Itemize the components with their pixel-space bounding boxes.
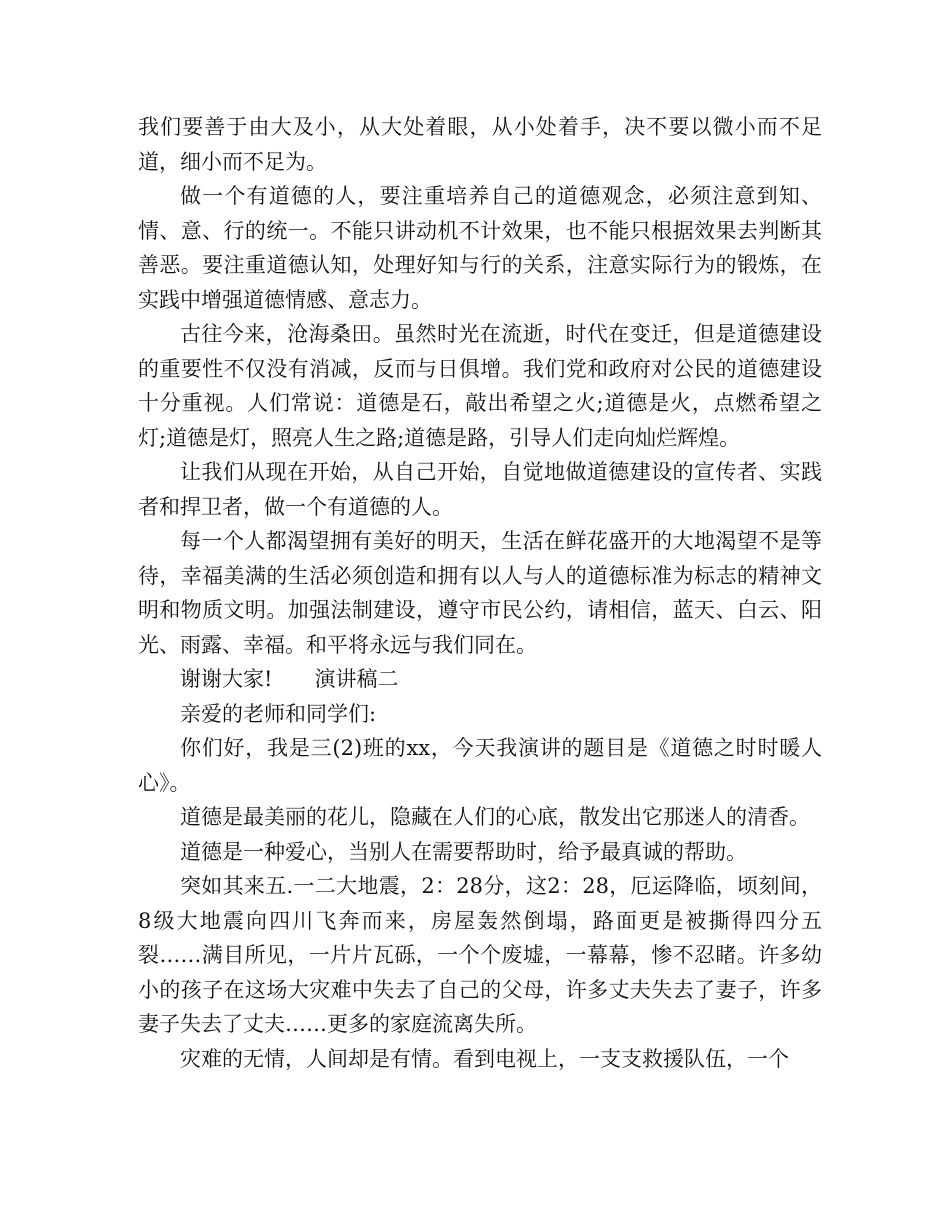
paragraph-greeting: 亲爱的老师和同学们: (180, 701, 377, 726)
paragraph-introduction: 你们好，我是三(2)班的xx，今天我演讲的题目是《道德之时时暖人心》。 (138, 736, 822, 795)
paragraph-moral-importance: 古往今来，沧海桑田。虽然时光在流逝，时代在变迁，但是道德建设的重要性不仅没有消减，反而与日俱增。我们党和政府对公民的道德建设十分重视。人们常说：道德是石，敲出希望之火;道德是火，点燃希望之灯;道德是灯，照亮人生之路;道德是路，引导人们走向灿烂辉煌。 (138, 322, 822, 450)
paragraph-better-tomorrow: 每一个人都渴望拥有美好的明天，生活在鲜花盛开的大地渴望不是等待，幸福美满的生活必须创造和拥有以人与人的道德标准为标志的精神文明和物质文明。加强法制建设，遵守市民公约，请相信，蓝天、白云、阳光、雨露、幸福。和平将永远与我们同在。 (138, 529, 822, 657)
paragraph-call-to-action: 让我们从现在开始，从自己开始，自觉地做道德建设的宣传者、实践者和捍卫者，做一个有道德的人。 (138, 460, 822, 519)
paragraph-moral-flower: 道德是最美丽的花儿，隐藏在人们的心底，散发出它那迷人的清香。 (180, 805, 810, 829)
paragraph-moral-love: 道德是一种爱心，当别人在需要帮助时，给予最真诚的帮助。 (180, 839, 747, 864)
paragraph-continuation: 我们要善于由大及小，从大处着眼，从小处着手，决不要以微小而不足道，细小而不足为。 (138, 115, 822, 174)
paragraph-thanks-and-speech-two: 谢谢大家! 演讲稿二 (180, 667, 399, 691)
paragraph-earthquake: 突如其来五.一二大地震，2：28分，这2：28，厄运降临，顷刻间，8级大地震向四川飞奔而来，房屋轰然倒塌，路面更是被撕得四分五裂……满目所见，一片片瓦砾，一个个废墟，一幕幕，惨不忍睹。许多幼小的孩子在这场大灾难中失去了自己的父母，许多丈夫失去了妻子，许多妻子失去了丈夫……更多的家庭流离失所。 (138, 874, 822, 1036)
document-body (138, 110, 822, 1076)
paragraph-rescue: 灾难的无情，人间却是有情。看到电视上，一支支救援队伍，一个 (180, 1046, 789, 1071)
paragraph-moral-concept: 做一个有道德的人，要注重培养自己的道德观念，必须注意到知、情、意、行的统一。不能只讲动机不计效果，也不能只根据效果去判断其善恶。要注重道德认知，处理好知与行的关系，注意实际行为的锻炼，在实践中增强道德情感、意志力。 (138, 184, 822, 312)
